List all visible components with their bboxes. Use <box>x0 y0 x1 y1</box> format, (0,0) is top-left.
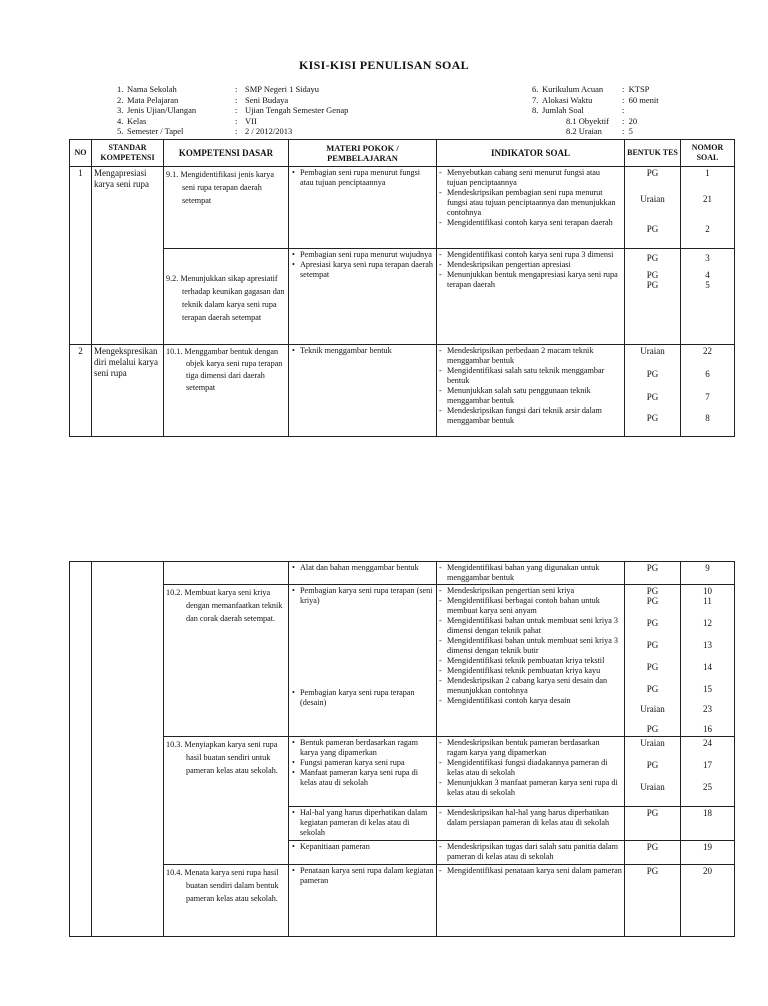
header-row: 5. Semester / Tapel : 2 / 2012/2013 <box>117 126 293 137</box>
document-title: KISI-KISI PENULISAN SOAL <box>299 58 469 72</box>
materi-pokok <box>289 249 437 345</box>
bentuk-tes: PG <box>625 807 681 841</box>
indikator-item: - Mengidentifikasi berbagai contoh bahan untuk membuat karya seni anyam <box>439 596 622 616</box>
bentuk-tes: PG <box>625 865 681 937</box>
materi-item: • Kepanitiaan pameran <box>300 842 434 852</box>
indikator-item: - Mendeskripsikan pengertian apresiasi <box>439 260 622 270</box>
nomor-soal: 19 <box>681 841 735 865</box>
indikator-item: - Mendeskripsikan tugas dari salah satu panitia dalam pameran di kelas atau di sekolah <box>439 842 622 862</box>
bentuk-tes: PG Uraian PG <box>625 167 681 249</box>
materi-item: • Apresiasi karya seni rupa terapan daerah setempat <box>300 260 434 280</box>
bentuk-tes: PG PG PG <box>625 249 681 345</box>
indikator-item: - Mendeskripsikan bentuk pameran berdasarkan ragam karya yang dipamerkan <box>439 738 622 758</box>
header-row: 6. Kurikulum Acuan : KTSP <box>532 84 650 94</box>
materi-pokok <box>289 585 437 737</box>
indikator-soal <box>437 167 625 249</box>
materi-item: • Fungsi pameran karya seni rupa <box>300 758 434 768</box>
kompetensi-dasar: 10.3. Menyiapkan karya seni rupa hasil buatan sendiri untuk pameran kelas atau sekolah. <box>164 737 289 865</box>
materi-pokok <box>289 807 437 841</box>
indikator-item: - Menyebutkan cabang seni menurut fungsi atau tujuan penciptaannya <box>439 168 622 188</box>
materi-pokok <box>289 865 437 937</box>
col-header-bentuk-tes: BENTUK TES <box>625 140 681 167</box>
table-header-row <box>70 140 735 167</box>
table-row <box>70 249 735 345</box>
indikator-soal <box>437 562 625 585</box>
nomor-soal: 20 <box>681 865 735 937</box>
indikator-soal <box>437 345 625 437</box>
indikator-item: - Menunjukkan bentuk mengapresiasi karya seni rupa terapan daerah <box>439 270 622 290</box>
indikator-item: - Menunjukkan 3 manfaat pameran karya seni rupa di kelas atau di sekolah <box>439 778 622 798</box>
bentuk-tes: PG <box>625 562 681 585</box>
header-left-info <box>117 84 348 137</box>
materi-item: • Pembagian seni rupa menurut fungsi atau tujuan penciptaannya <box>300 168 434 188</box>
indikator-item: - Mendeskripsikan 2 cabang karya seni desain dan menunjukkan contohnya <box>439 676 622 696</box>
bentuk-tes: PG PG PG PG PG PG Uraian PG <box>625 585 681 737</box>
materi-item: • Pembagian karya seni rupa terapan (desain) <box>300 688 434 708</box>
indikator-item: - Mendeskripsikan pembagian seni rupa menurut fungsi atau tujuan penciptaannya dan menunjukkan contohnya <box>439 188 622 218</box>
indikator-item: - Mengidentifikasi bahan untuk membuat seni kriya 3 dimensi dengan teknik pahat <box>439 616 622 636</box>
indikator-item: - Mengidentifikasi contoh karya desain <box>439 696 622 706</box>
kompetensi-dasar: 10.4. Menata karya seni rupa hasil buatan sendiri dalam bentuk pameran kelas atau sekolah. <box>164 865 289 937</box>
bentuk-tes: Uraian PG Uraian <box>625 737 681 807</box>
nomor-soal: 24 17 25 <box>681 737 735 807</box>
nomor-soal: 3 4 5 <box>681 249 735 345</box>
indikator-item: - Mengidentifikasi teknik pembuatan kriya tekstil <box>439 656 622 666</box>
col-header-kompetensi-dasar: KOMPETENSI DASAR <box>164 140 289 167</box>
nomor-soal: 1 21 2 <box>681 167 735 249</box>
indikator-soal <box>437 841 625 865</box>
indikator-item: - Mengidentifikasi teknik pembuatan kriya kayu <box>439 666 622 676</box>
bentuk-tes: PG <box>625 841 681 865</box>
materi-item: • Alat dan bahan menggambar bentuk <box>300 563 434 573</box>
standar-kompetensi: Mengekspresikan diri melalui karya seni rupa <box>92 345 164 437</box>
materi-pokok <box>289 737 437 807</box>
table-row <box>70 737 735 807</box>
nomor-soal: 22 6 7 8 <box>681 345 735 437</box>
indikator-item: - Mendeskripsikan perbedaan 2 macam teknik menggambar bentuk <box>439 346 622 366</box>
nomor-soal: 18 <box>681 807 735 841</box>
header-row: 2. Mata Pelajaran : Seni Budaya <box>117 94 289 105</box>
header-row: 1. Nama Sekolah : SMP Negeri 1 Sidayu <box>117 84 320 94</box>
indikator-item: - Mengidentifikasi bahan yang digunakan untuk menggambar bentuk <box>439 563 622 583</box>
indikator-item: - Mengidentifikasi penataan karya seni dalam pameran <box>439 866 622 876</box>
indikator-item: - Mendeskripsikan hal-hal yang harus diperhatikan dalam persiapan pameran di kelas atau di sekolah <box>439 808 622 828</box>
table-row <box>70 167 735 249</box>
header-row: 3. Jenis Ujian/Ulangan : Ujian Tengah Semester Genap <box>117 105 349 116</box>
indikator-item: - Menunjukkan salah satu penggunaan teknik menggambar bentuk <box>439 386 622 406</box>
materi-pokok <box>289 167 437 249</box>
standar-kompetensi: Mengapresiasi karya seni rupa <box>92 167 164 345</box>
kompetensi-dasar: 9.1. Mengidentifikasi jenis karya seni rupa terapan daerah setempat <box>164 167 289 249</box>
header-row: 8. Jumlah Soal : <box>532 105 625 116</box>
materi-item: • Pembagian karya seni rupa terapan (seni kriya) <box>300 586 434 606</box>
table-row <box>70 345 735 437</box>
nomor-soal: 10 11 12 13 14 15 23 16 <box>681 585 735 737</box>
row-number <box>70 562 92 937</box>
indikator-item: - Mendeskripsikan fungsi dari teknik arsir dalam menggambar bentuk <box>439 406 622 426</box>
header-row: 8.1 Obyektif : 20 <box>566 115 638 126</box>
indikator-soal <box>437 865 625 937</box>
indikator-item: - Mendeskripsikan pengertian seni kriya <box>439 586 622 596</box>
materi-item: • Teknik menggambar bentuk <box>300 346 434 356</box>
materi-item: • Manfaat pameran karya seni rupa di kelas atau di sekolah <box>300 768 434 788</box>
indikator-soal <box>437 249 625 345</box>
indikator-item: - Mengidentifikasi salah satu teknik menggambar bentuk <box>439 366 622 386</box>
materi-pokok <box>289 841 437 865</box>
materi-item: • Pembagian seni rupa menurut wujudnya <box>300 250 434 260</box>
table-row <box>70 562 735 585</box>
indikator-soal <box>437 807 625 841</box>
kisi-kisi-table-part-2 <box>69 561 735 937</box>
header-row: 7. Alokasi Waktu : 60 menit <box>532 94 659 105</box>
materi-item: • Hal-hal yang harus diperhatikan dalam kegiatan pameran di kelas atau di sekolah <box>300 808 434 838</box>
indikator-soal <box>437 585 625 737</box>
table-row <box>70 865 735 937</box>
col-header-nomor-soal: NOMOR SOAL <box>681 140 735 167</box>
col-header-standar-kompetensi: STANDAR KOMPETENSI <box>92 140 164 167</box>
indikator-item: - Mengidentifikasi contoh karya seni terapan daerah <box>439 218 622 228</box>
standar-kompetensi <box>92 562 164 937</box>
col-header-no: NO <box>70 140 92 167</box>
materi-item: • Bentuk pameran berdasarkan ragam karya yang dipamerkan <box>300 738 434 758</box>
header-row: 4. Kelas : VII <box>117 115 257 126</box>
row-number: 2 <box>70 345 92 437</box>
indikator-item: - Mengidentifikasi contoh karya seni rupa 3 dimensi <box>439 250 622 260</box>
kompetensi-dasar <box>164 562 289 585</box>
kompetensi-dasar: 9.2. Menunjukkan sikap apresiatif terhadap keunikan gagasan dan teknik dalam karya seni rupa terapan daerah setempat <box>164 249 289 345</box>
indikator-soal <box>437 737 625 807</box>
table-row <box>70 585 735 737</box>
indikator-item: - Mengidentifikasi bahan untuk membuat seni kriya 3 dimensi dengan teknik butir <box>439 636 622 656</box>
materi-item: • Penataan karya seni rupa dalam kegiatan pameran <box>300 866 434 886</box>
materi-pokok <box>289 562 437 585</box>
bentuk-tes: Uraian PG PG PG <box>625 345 681 437</box>
header-right-info <box>532 84 659 137</box>
kompetensi-dasar: 10.2. Membuat karya seni kriya dengan memanfaatkan teknik dan corak daerah setempat. <box>164 585 289 737</box>
kisi-kisi-table-part-1 <box>69 139 735 437</box>
col-header-materi-pokok: MATERI POKOK / PEMBELAJARAN <box>289 140 437 167</box>
row-number: 1 <box>70 167 92 345</box>
nomor-soal: 9 <box>681 562 735 585</box>
kompetensi-dasar: 10.1. Menggambar bentuk dengan objek karya seni rupa terapan tiga dimensi dari daerah setempat <box>164 345 289 437</box>
col-header-indikator-soal: INDIKATOR SOAL <box>437 140 625 167</box>
header-row: 8.2 Uraian : 5 <box>566 126 633 137</box>
materi-pokok <box>289 345 437 437</box>
indikator-item: - Mengidentifikasi fungsi diadakannya pameran di kelas atau di sekolah <box>439 758 622 778</box>
